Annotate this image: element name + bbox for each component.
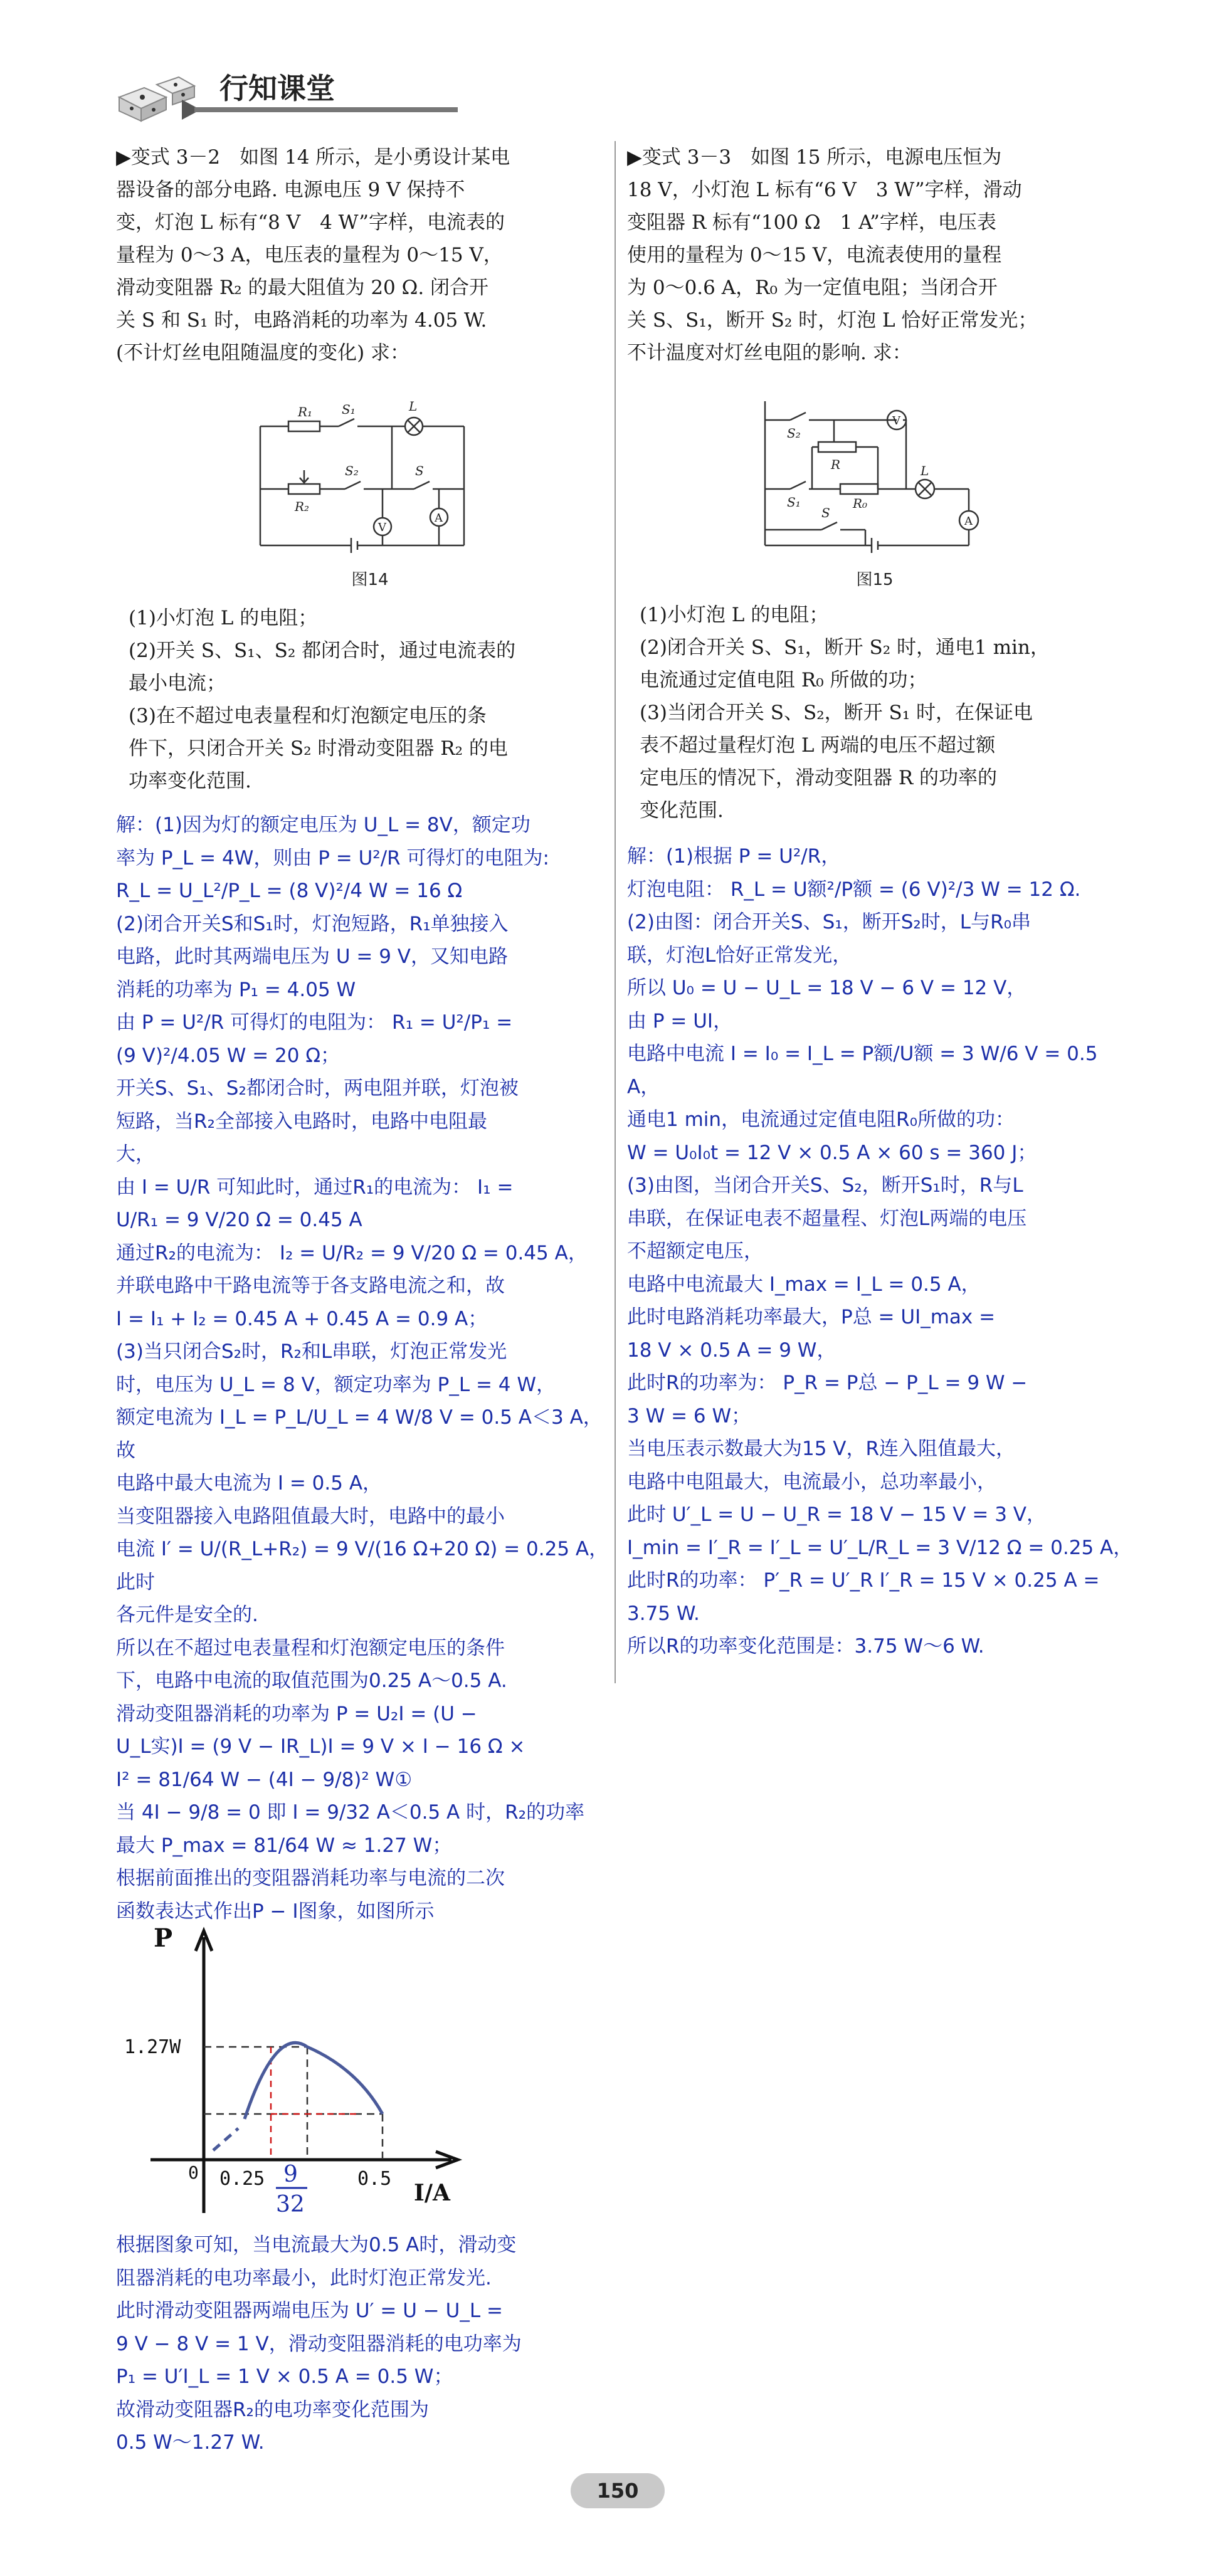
y-tick-label: 1.27W (124, 2036, 181, 2058)
label-s2: S₂ (345, 463, 359, 478)
left-solution (116, 809, 611, 1928)
text-line: 此时R的功率： P′_R = U′_R I′_R = 15 V × 0.25 A = (627, 1569, 1100, 1592)
text-line: 根据前面推出的变阻器消耗功率与电流的二次 (116, 1867, 505, 1890)
text-line: 量程为 0～3 A，电压表的量程为 0～15 V， (116, 244, 503, 266)
text-line: 解：(1)因为灯的额定电压为 U_L = 8V，额定功 (116, 814, 530, 836)
text-line: 根据图象可知，当电流最大为0.5 A时，滑动变 (116, 2234, 517, 2256)
text-line: 滑动变阻器 R₂ 的最大阻值为 20 Ω. 闭合开 (116, 276, 489, 299)
text-line: 此时滑动变阻器两端电压为 U′ = U − U_L = (116, 2300, 503, 2322)
x-tick-0-25: 0.25 (219, 2168, 265, 2190)
circuit-15-diagram (752, 389, 997, 564)
text-line: 18 V × 0.5 A = 9 W， (627, 1338, 836, 1362)
voltmeter-label: V (892, 414, 900, 428)
dice-logo-icon (107, 72, 201, 122)
text-line: (1)小灯泡 L 的电阻； (640, 604, 829, 626)
text-line: 所以R的功率变化范围是：3.75 W～6 W. (627, 1635, 984, 1658)
text-line: 故滑动变阻器R₂的电功率变化范围为 (116, 2398, 429, 2421)
right-question-text (627, 141, 1122, 369)
text-line: 不计温度对灯丝电阻的影响. 求： (627, 342, 912, 364)
text-line: 此时 U′_L = U − U_R = 18 V − 15 V = 3 V， (627, 1503, 1046, 1526)
text-line: 3.75 W. (627, 1602, 700, 1625)
text-line: (3)由图，当闭合开关S、S₂，断开S₁时，R与L (627, 1174, 1023, 1197)
text-line: 电路，此时其两端电压为 U = 9 V，又知电路 (116, 945, 509, 968)
text-line: 表不超过量程灯泡 L 两端的电压不超过额 (640, 734, 996, 757)
header-underline (194, 107, 458, 112)
label-r0: R₀ (853, 496, 868, 511)
text-line: 由 P = U²/R 可得灯的电阻为： R₁ = U²/P₁ = (116, 1011, 513, 1034)
text-line: 9 V − 8 V = 1 V，滑动变阻器消耗的电功率为 (116, 2332, 522, 2355)
text-line: P₁ = U′I_L = 1 V × 0.5 A = 0.5 W； (116, 2365, 453, 2388)
label-r1: R₁ (298, 404, 313, 419)
left-sub-questions (129, 602, 605, 797)
text-line: 变，灯泡 L 标有“8 V 4 W”字样，电流表的 (116, 211, 505, 234)
ammeter-label: A (964, 515, 973, 528)
text-line: (1)小灯泡 L 的电阻； (129, 607, 318, 629)
text-line: 电路中最大电流为 I = 0.5 A， (116, 1472, 383, 1495)
text-line: (3)当闭合开关 S、S₂，断开 S₁ 时，在保证电 (640, 702, 1033, 724)
text-line: R_L = U_L²/P_L = (8 V)²/4 W = 16 Ω (116, 880, 463, 902)
text-line: 时，电压为 U_L = 8 V，额定功率为 P_L = 4 W， (116, 1373, 556, 1396)
page-number: 150 (571, 2473, 665, 2508)
text-line: (3)当只闭合S₂时，R₂和L串联，灯泡正常发光 (116, 1340, 507, 1363)
text-line: 短路，当R₂全部接入电路时，电路中电阻最 (116, 1110, 487, 1133)
text-line: 开关S、S₁、S₂都闭合时，两电阻并联，灯泡被 (116, 1077, 519, 1100)
text-line: 电路中电流 I = I₀ = I_L = P额/U额 = 3 W/6 V = 0.5 A， (627, 1043, 1098, 1098)
text-line: 解：(1)根据 P = U²/R， (627, 845, 841, 868)
figure-14-caption: 图14 (351, 570, 389, 589)
voltmeter-label: V (378, 521, 386, 534)
text-line: 此时R的功率为： P_R = P总 − P_L = 9 W − (627, 1372, 1028, 1394)
text-line: 电路中电阻最大，电流最小，总功率最小， (627, 1470, 996, 1493)
p-i-graph-svg (119, 1912, 470, 2226)
text-line: 0.5 W～1.27 W. (116, 2431, 265, 2454)
text-line: (9 V)²/4.05 W = 20 Ω； (116, 1044, 340, 1067)
text-line: (2)闭合开关 S、S₁，断开 S₂ 时，通电1 min， (640, 636, 1050, 659)
text-line: 最大 P_max = 81/64 W ≈ 1.27 W； (116, 1834, 452, 1857)
column-divider (615, 141, 616, 1683)
text-line: (2)闭合开关S和S₁时，灯泡短路，R₁单独接入 (116, 912, 509, 935)
text-line: 最小电流； (129, 672, 226, 695)
text-line: I² = 81/64 W − (4I − 9/8)² W① (116, 1768, 413, 1791)
text-line: 件下，只闭合开关 S₂ 时滑动变阻器 R₂ 的电 (129, 737, 508, 760)
text-line: 关 S 和 S₁ 时，电路消耗的功率为 4.05 W. (116, 309, 487, 332)
label-r: R (831, 457, 841, 472)
text-line: 大， (116, 1143, 155, 1165)
text-line: 各元件是安全的. (116, 1604, 258, 1626)
header-title: 行知课堂 (219, 71, 335, 105)
label-s1: S₁ (342, 402, 356, 417)
label-s1: S₁ (787, 495, 801, 510)
text-line: ▶变式 3－3 如图 15 所示，电源电压恒为 (627, 146, 1002, 169)
text-line: 由 I = U/R 可知此时，通过R₁的电流为： I₁ = (116, 1175, 514, 1199)
ammeter-label: A (435, 512, 443, 525)
text-line: 函数表达式作出P − I图象，如图所示 (116, 1900, 435, 1923)
circuit-figure-15 (752, 389, 997, 589)
text-line: (2)由图：闭合开关S、S₁，断开S₂时，L与R₀串 (627, 911, 1032, 933)
label-s: S (821, 505, 830, 520)
text-line: 电流 I′ = U/(R_L+R₂) = 9 V/(16 Ω+20 Ω) = 0.25 A，此时 (116, 1538, 609, 1594)
label-s: S (415, 463, 424, 478)
x-tick-0-5: 0.5 (357, 2168, 392, 2190)
text-line: 串联，在保证电表不超量程、灯泡L两端的电压 (627, 1207, 1027, 1230)
x-axis-label: I/A (414, 2180, 450, 2206)
label-s2: S₂ (787, 426, 801, 441)
page-header (107, 66, 464, 125)
text-line: 所以在不超过电表量程和灯泡额定电压的条件 (116, 1636, 505, 1659)
text-line: (2)开关 S、S₁、S₂ 都闭合时，通过电流表的 (129, 639, 516, 662)
left-question-text (116, 141, 605, 369)
p-i-curve (245, 2042, 383, 2119)
y-axis-label: P (154, 1923, 173, 1953)
text-line: 18 V，小灯泡 L 标有“6 V 3 W”字样，滑动 (627, 179, 1022, 201)
text-line: 额定电流为 I_L = P_L/U_L = 4 W/8 V = 0.5 A＜3 A，故 (116, 1406, 603, 1462)
text-line: 功率变化范围. (129, 770, 251, 792)
left-solution-conclusion (116, 2229, 611, 2459)
text-line: 变阻器 R 标有“100 Ω 1 A”字样，电压表 (627, 211, 996, 234)
circuit-figure-14 (251, 395, 489, 589)
text-line: I_min = I′_R = I′_L = U′_L/R_L = 3 V/12 Ω = 0.25 A， (627, 1536, 1133, 1559)
text-line: 当 4I − 9/8 = 0 即 I = 9/32 A＜0.5 A 时，R₂的功率 (116, 1801, 585, 1824)
text-line: 当电压表示数最大为15 V，R连入阻值最大， (627, 1438, 1016, 1460)
text-line: 器设备的部分电路. 电源电压 9 V 保持不 (116, 179, 465, 201)
text-line: 下，电路中电流的取值范围为0.25 A～0.5 A. (116, 1669, 507, 1692)
text-line: 为 0～0.6 A，R₀ 为一定值电阻；当闭合开 (627, 276, 998, 299)
right-sub-questions (640, 599, 1122, 827)
text-line: 所以 U₀ = U − U_L = 18 V − 6 V = 12 V， (627, 977, 1026, 999)
text-line: 由 P = UI， (627, 1009, 733, 1033)
right-solution (627, 840, 1135, 1663)
vertex-label-numerator: 9 (283, 2162, 298, 2187)
text-line: U_L实)I = (9 V − IR_L)I = 9 V × I − 16 Ω × (116, 1735, 525, 1758)
label-l: L (409, 399, 418, 414)
text-line: 率为 P_L = 4W，则由 P = U²/R 可得灯的电阻为: (116, 846, 550, 870)
label-r2: R₂ (295, 499, 310, 514)
text-line: 通电1 min，电流通过定值电阻R₀所做的功： (627, 1108, 1015, 1131)
text-line: 滑动变阻器消耗的功率为 P = U₂I = (U − (116, 1702, 477, 1725)
text-line: 电路中电流最大 I_max = I_L = 0.5 A， (627, 1273, 981, 1296)
text-line: 并联电路中干路电流等于各支路电流之和，故 (116, 1275, 505, 1297)
text-line: 变化范围. (640, 799, 724, 822)
text-line: 消耗的功率为 P₁ = 4.05 W (116, 978, 356, 1001)
circuit-14-diagram (251, 395, 489, 564)
text-line: 联，灯泡L恰好正常发光， (627, 944, 852, 967)
p-i-graph (119, 1912, 470, 2226)
text-line: 不超额定电压， (627, 1240, 763, 1263)
text-line: ▶变式 3－2 如图 14 所示，是小勇设计某电 (116, 146, 510, 169)
text-line: 当变阻器接入电路阻值最大时，电路中的最小 (116, 1505, 505, 1528)
vertex-label-denominator: 32 (276, 2192, 305, 2217)
text-line: 3 W = 6 W； (627, 1404, 751, 1427)
text-line: (3)在不超过电表量程和灯泡额定电压的条 (129, 705, 487, 727)
text-line: 定电压的情况下，滑动变阻器 R 的功率的 (640, 767, 998, 789)
text-line: I = I₁ + I₂ = 0.45 A + 0.45 A = 0.9 A； (116, 1307, 488, 1330)
text-line: 此时电路消耗功率最大，P总 = UI_max = (627, 1306, 996, 1328)
text-line: 阻器消耗的电功率最小，此时灯泡正常发光. (116, 2266, 492, 2289)
text-line: W = U₀I₀t = 12 V × 0.5 A × 60 s = 360 J； (627, 1141, 1037, 1164)
text-line: 关 S、S₁，断开 S₂ 时，灯泡 L 恰好正常发光； (627, 309, 1038, 332)
label-l: L (921, 463, 929, 478)
text-line: U/R₁ = 9 V/20 Ω = 0.45 A (116, 1209, 362, 1231)
text-line: 通过R₂的电流为： I₂ = U/R₂ = 9 V/20 Ω = 0.45 A， (116, 1241, 588, 1264)
origin-label: 0 (188, 2162, 199, 2183)
text-line: 使用的量程为 0～15 V，电流表使用的量程 (627, 244, 1002, 266)
text-line: 电流通过定值电阻 R₀ 所做的功； (640, 669, 927, 691)
text-line: 灯泡电阻： R_L = U额²/P额 = (6 V)²/3 W = 12 Ω. (627, 878, 1081, 901)
text-line: (不计灯丝电阻随温度的变化) 求： (116, 342, 410, 364)
figure-15-caption: 图15 (856, 570, 894, 589)
